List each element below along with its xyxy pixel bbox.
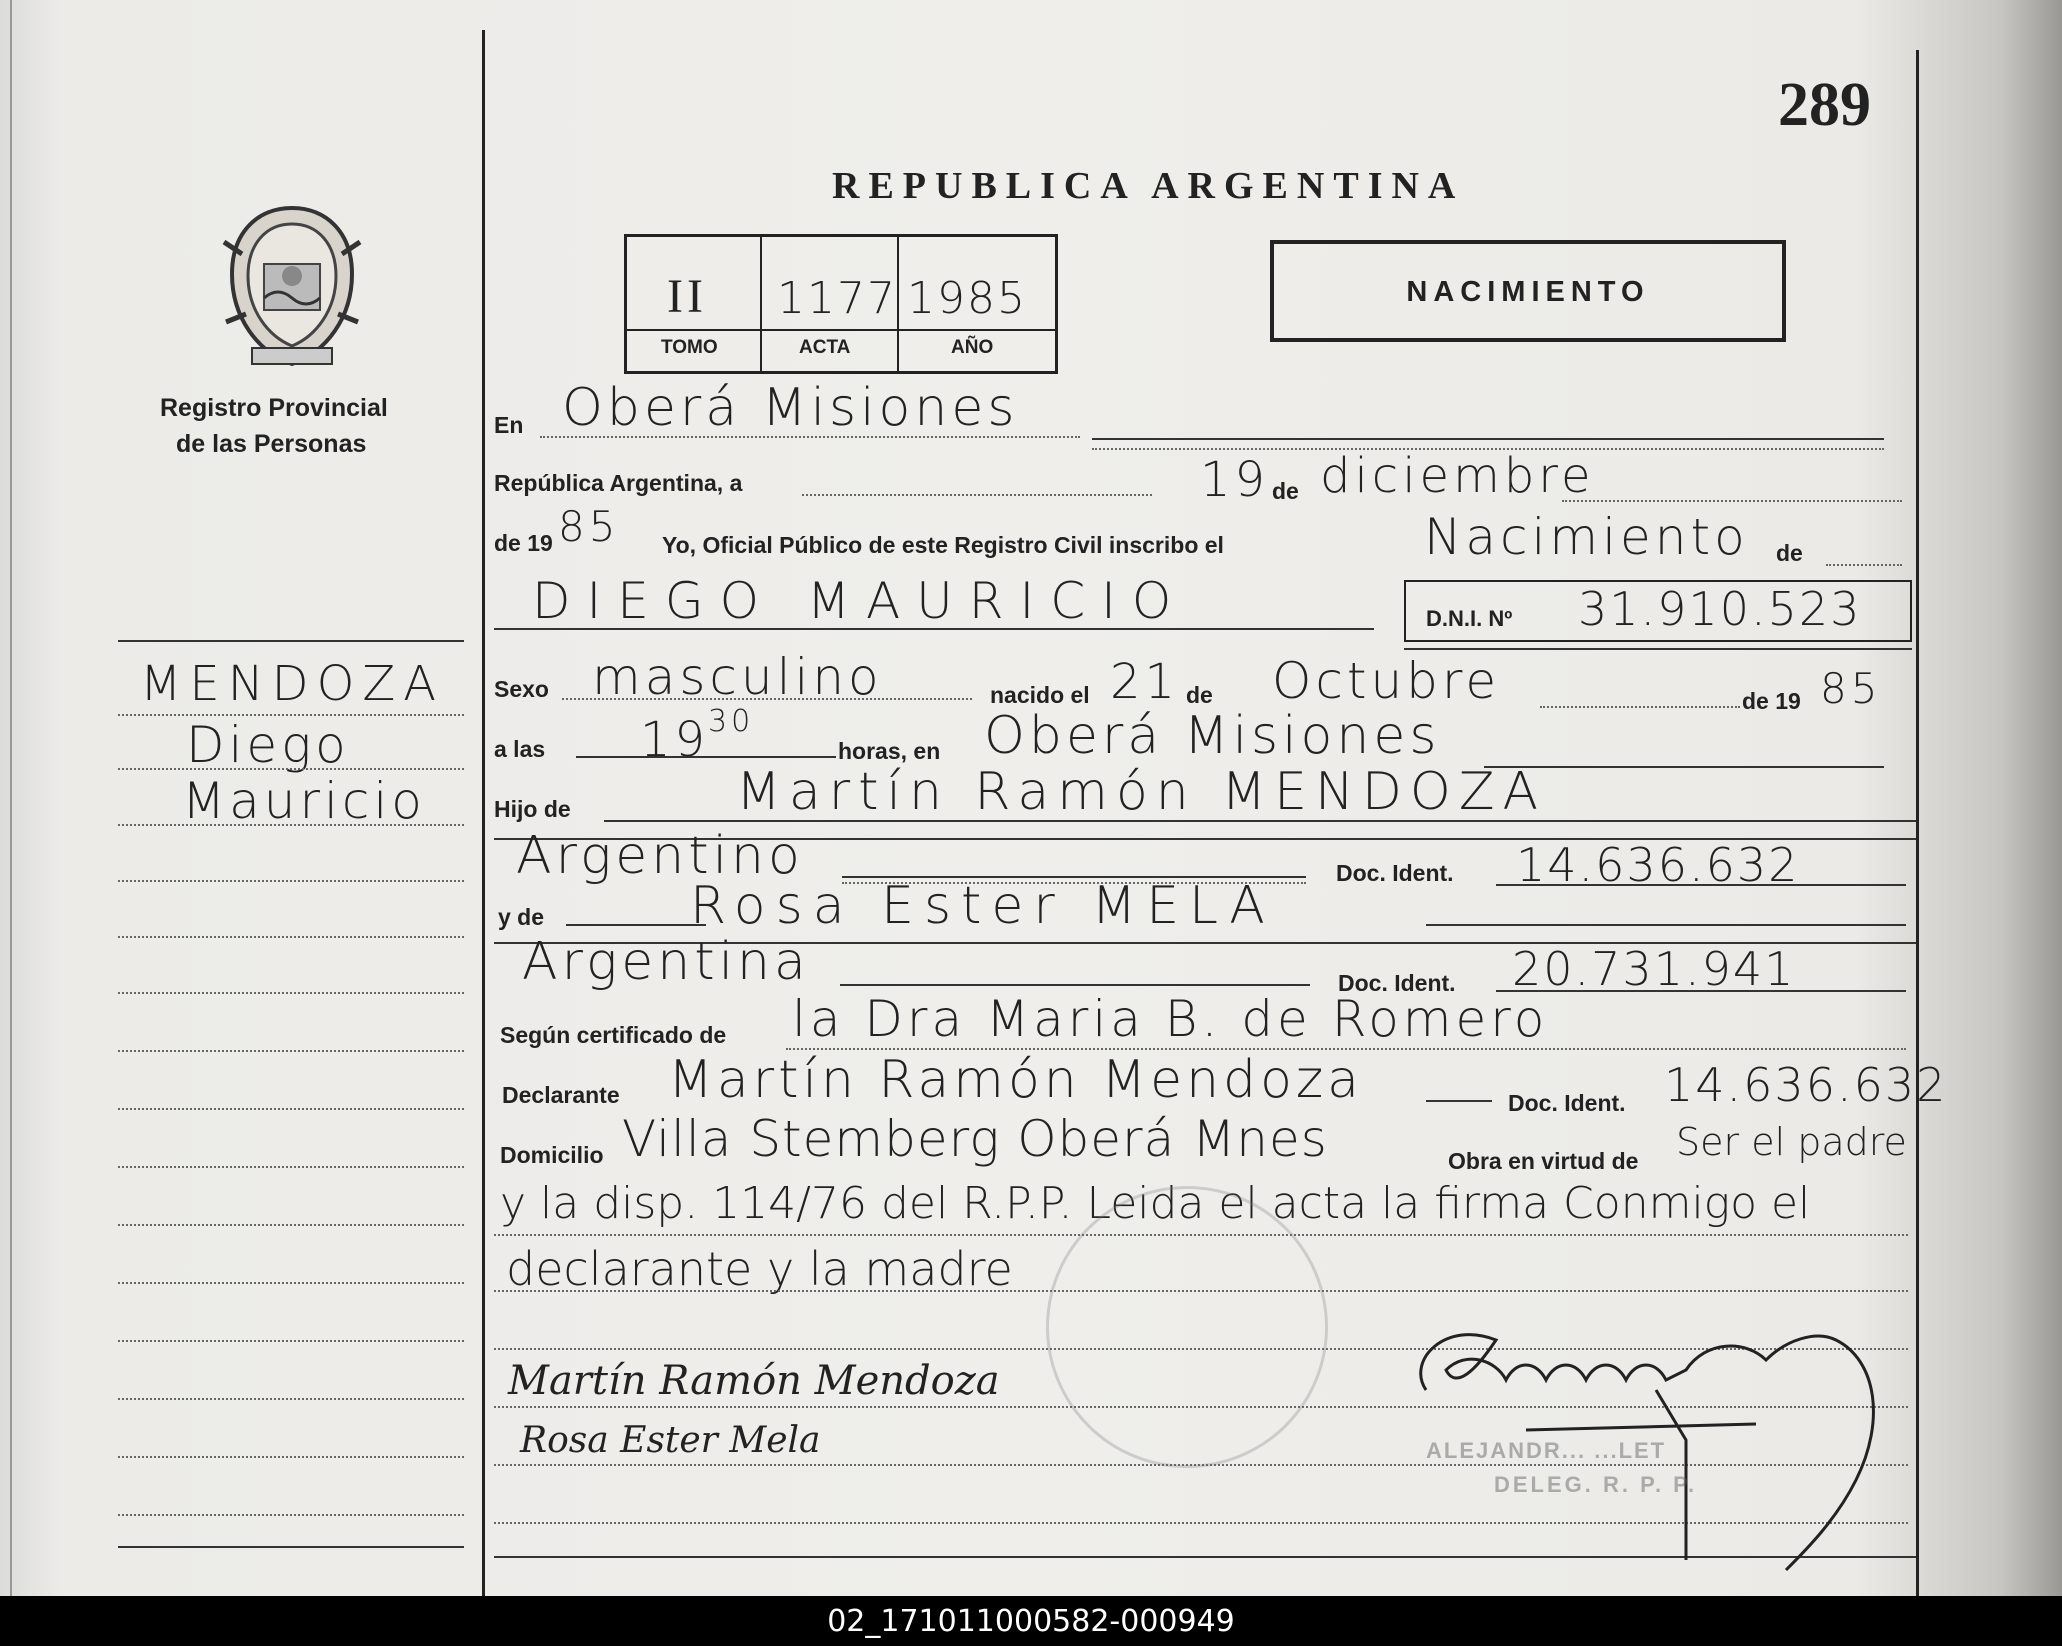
child-name-rule — [494, 628, 1374, 630]
padre-value: Martín Ramón MENDOZA — [736, 762, 1547, 822]
margin-dotted-line — [118, 936, 464, 938]
month-value: diciembre — [1320, 448, 1595, 504]
inscribo-value: Nacimiento — [1424, 508, 1749, 566]
page-left-edge — [10, 0, 12, 1600]
record-type-box — [1270, 240, 1786, 342]
hijo-label: Hijo de — [494, 796, 571, 822]
left-column-border — [482, 30, 485, 1600]
domicilio-value: Villa Stemberg Oberá Mnes — [622, 1110, 1328, 1168]
nacido-day: 21 — [1110, 654, 1180, 710]
anio-label: AÑO — [951, 337, 994, 358]
de-end-dotted-line — [1826, 564, 1902, 566]
en-value: Oberá Misiones — [562, 378, 1019, 438]
sexo-dotted-line — [562, 698, 972, 700]
margin-dotted-line — [118, 714, 464, 716]
en-rule — [1092, 438, 1884, 440]
anio-value: 1985 — [907, 273, 1027, 324]
year-value: 85 — [558, 502, 620, 551]
record-box-divider — [760, 237, 762, 371]
nacido-dotted-line — [1540, 706, 1740, 708]
en-label: En — [494, 412, 524, 438]
margin-dotted-line — [118, 768, 464, 770]
margin-top-rule — [118, 640, 464, 642]
acta-value: 1177 — [777, 273, 897, 324]
margin-first-name: Diego — [186, 716, 350, 774]
registry-name-line2: de las Personas — [176, 430, 367, 458]
observaciones-line2: declarante y la madre — [506, 1242, 1013, 1296]
sexo-value: masculino — [592, 648, 883, 706]
madre-value: Rosa Ester MELA — [690, 876, 1275, 936]
margin-dotted-line — [118, 824, 464, 826]
acta-label: ACTA — [799, 337, 851, 358]
right-column-border — [1916, 50, 1919, 1600]
padre-doc-rule — [1496, 884, 1906, 886]
margin-dotted-line — [118, 1514, 464, 1516]
obra-value: Ser el padre — [1676, 1120, 1907, 1164]
padre-doc-value: 14.636.632 — [1516, 838, 1800, 892]
dni-box — [1404, 580, 1912, 642]
madre-signature: Rosa Ester Mela — [520, 1420, 821, 1461]
page-number: 289 — [1778, 71, 1871, 139]
nacido-year-label: de 19 — [1742, 688, 1801, 714]
minutos-value: 30 — [708, 704, 755, 739]
margin-dotted-line — [118, 880, 464, 882]
official-stamp-line2: DELEG. R. P. P. — [1494, 1472, 1698, 1497]
declarante-label: Declarante — [502, 1082, 620, 1108]
declarante-doc-label: Doc. Ident. — [1508, 1090, 1626, 1116]
record-box-rule — [627, 329, 1055, 331]
margin-dotted-line — [118, 1108, 464, 1110]
declarante-value: Martín Ramón Mendoza — [668, 1050, 1364, 1110]
hora-value: 19 — [640, 712, 710, 768]
dni-underline — [1404, 648, 1912, 650]
image-id-bar — [0, 1596, 2062, 1646]
observaciones-line1: y la disp. 114/76 del R.P.P. Leida el acta la firma Conmigo el — [500, 1178, 1811, 1229]
segun-value: la Dra Maria B. de Romero — [792, 990, 1549, 1048]
madre-rule-right — [1426, 924, 1906, 926]
record-number-box — [624, 234, 1058, 374]
en-dotted-line — [540, 436, 1080, 438]
nacido-de-label: de — [1186, 682, 1213, 708]
republica-dotted-line — [802, 494, 1152, 496]
margin-dotted-line — [118, 1456, 464, 1458]
sexo-label: Sexo — [494, 676, 549, 702]
madre-doc-label: Doc. Ident. — [1338, 970, 1456, 996]
misiones-seal-icon — [218, 202, 366, 370]
margin-dotted-line — [118, 992, 464, 994]
padre-nacionalidad: Argentino — [516, 826, 804, 886]
record-type-label: NACIMIENTO — [1406, 276, 1650, 308]
padre-doc-label: Doc. Ident. — [1336, 860, 1454, 886]
child-name-value: DIEGO MAURICIO — [532, 572, 1188, 630]
official-stamp-line1: ALEJANDR... ...LET — [1426, 1438, 1667, 1463]
de-label: de — [1272, 478, 1299, 504]
nacido-year: 85 — [1820, 664, 1882, 713]
page-title: REPUBLICA ARGENTINA — [832, 165, 1465, 207]
domicilio-label: Domicilio — [500, 1142, 604, 1168]
declarante-signature: Martín Ramón Mendoza — [508, 1358, 1000, 1404]
margin-second-name: Mauricio — [182, 772, 426, 830]
record-box-divider — [897, 237, 899, 371]
madre-doc-value: 20.731.941 — [1512, 942, 1796, 996]
yde-label: y de — [498, 904, 545, 930]
margin-bottom-rule — [118, 1546, 464, 1548]
margin-dotted-line — [118, 1282, 464, 1284]
image-id-text: 02_171011000582-000949 — [827, 1604, 1235, 1639]
declarante-doc-value: 14.636.632 — [1664, 1058, 1948, 1112]
nacido-label: nacido el — [990, 682, 1090, 708]
obra-label: Obra en virtud de — [1448, 1148, 1639, 1174]
registry-name-line1: Registro Provincial — [160, 394, 388, 422]
margin-dotted-line — [118, 1166, 464, 1168]
registry-stamp-icon — [1046, 1186, 1328, 1468]
margin-dotted-line — [118, 1340, 464, 1342]
lugar-value: Oberá Misiones — [984, 706, 1441, 766]
de19-label: de 19 — [494, 530, 553, 556]
day-value: 19 — [1200, 452, 1270, 508]
madre-rule-left — [566, 924, 706, 926]
nacido-month: Octubre — [1272, 652, 1501, 710]
segun-label: Según certificado de — [500, 1022, 727, 1048]
margin-dotted-line — [118, 1050, 464, 1052]
month-dotted-line — [1562, 500, 1902, 502]
declarante-rule — [1426, 1100, 1492, 1102]
madre-doc-rule — [1496, 990, 1906, 992]
de-end-label: de — [1776, 540, 1803, 566]
madre-nac-rule — [840, 984, 1310, 986]
oficial-text: Yo, Oficial Público de este Registro Civil inscribo el — [662, 532, 1224, 558]
margin-dotted-line — [118, 1398, 464, 1400]
tomo-value: II — [667, 270, 707, 323]
dni-label: D.N.I. Nº — [1426, 606, 1513, 631]
madre-nacionalidad: Argentina — [522, 932, 810, 992]
margin-dotted-line — [118, 1224, 464, 1226]
tomo-label: TOMO — [661, 337, 718, 358]
republica-label: República Argentina, a — [494, 470, 743, 496]
horas-label: horas, en — [838, 738, 941, 764]
dni-value: 31.910.523 — [1578, 582, 1862, 636]
alas-label: a las — [494, 736, 546, 762]
margin-surname: MENDOZA — [140, 656, 445, 712]
